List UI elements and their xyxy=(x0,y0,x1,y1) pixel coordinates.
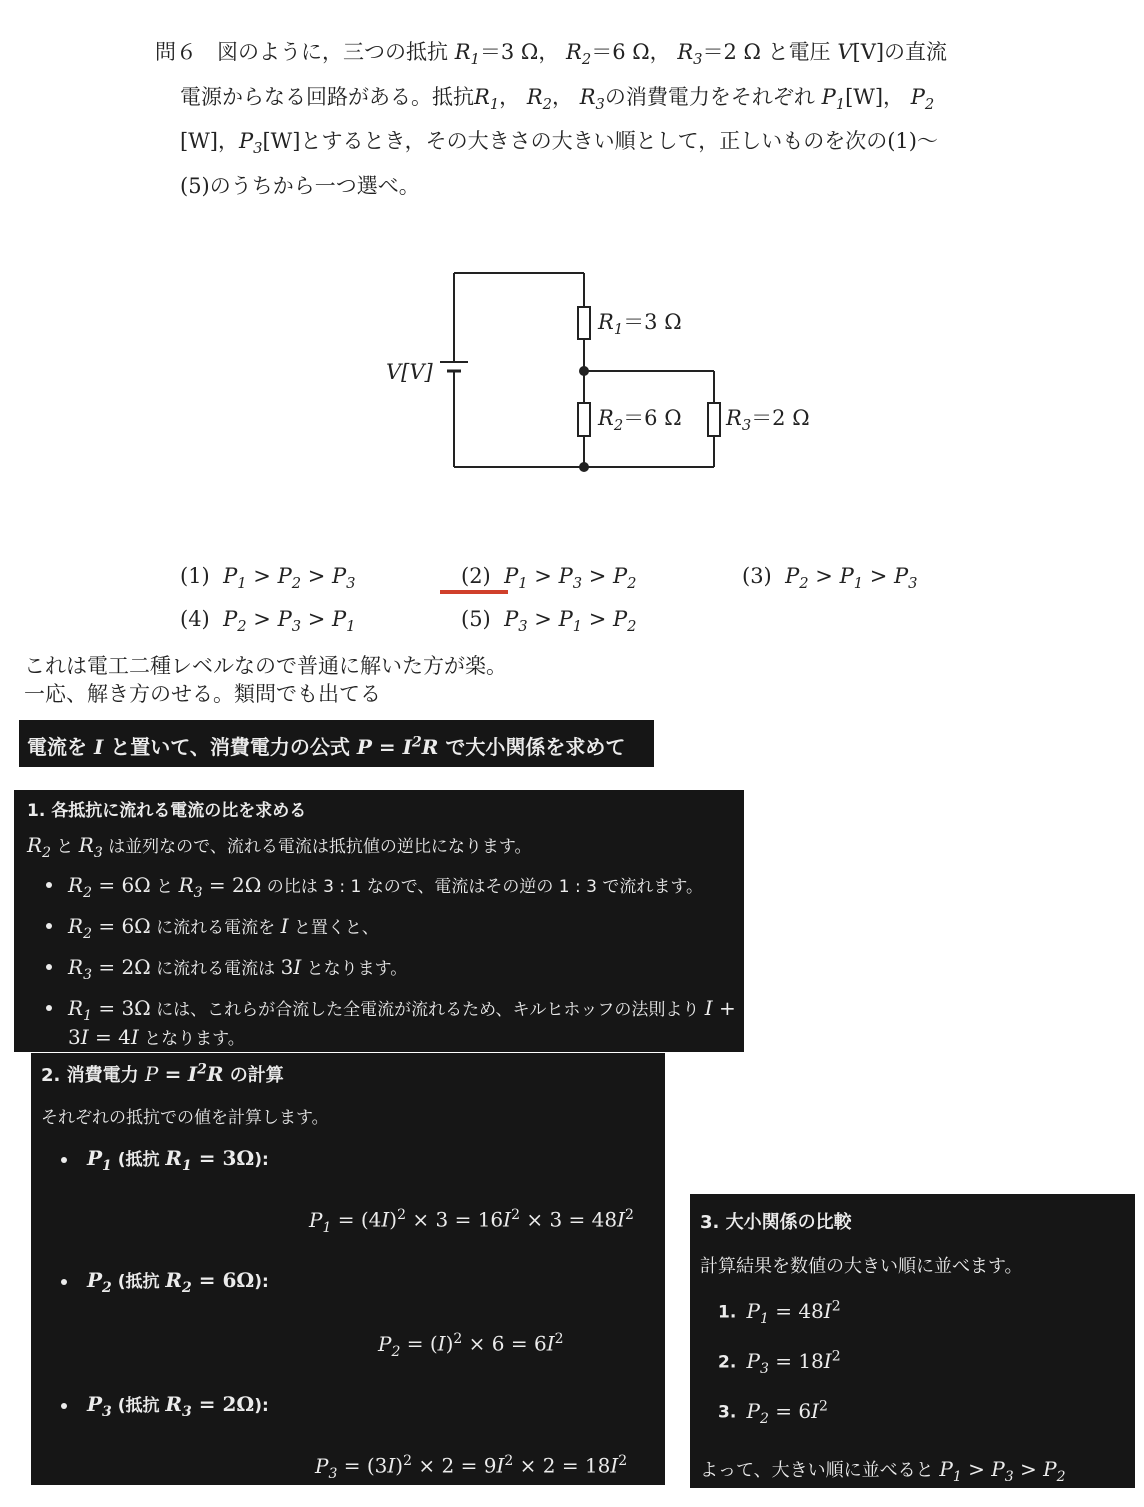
step2-p3-equation: $P_3 = (3I)^2 \times 2 = 9I^2 \times 2 = 18I^2$ xyxy=(315,1453,628,1482)
circuit-r2-label: $R_2=6$ Ω xyxy=(598,406,682,435)
step3-heading: 3. 大小関係の比較 xyxy=(700,1212,852,1233)
step2-p2-equation: $P_2 = (I)^2 \times 6 = 6I^2$ xyxy=(378,1331,564,1360)
step1-panel xyxy=(14,790,744,1052)
circuit-r1-label: $R_1=3$ Ω xyxy=(598,310,682,339)
step2-p1-equation: $P_1 = (4I)^2 \times 3 = 16I^2 \times 3 = 48I^2$ xyxy=(309,1207,634,1236)
step2-intro: それぞれの抵抗での値を計算します。 xyxy=(41,1108,329,1128)
option-4[interactable]: (4) $P_2 > P_3 > P_1$ xyxy=(180,607,356,636)
step1-bullet-2: $R_2 = 6\Omega$ に流れる電流を I と置くと、 xyxy=(68,914,379,942)
step1-heading: 1. 各抵抗に流れる電流の比を求める xyxy=(27,801,307,821)
step3-panel xyxy=(690,1194,1135,1488)
note-line-1: これは電工二種レベルなので普通に解いた方が楽。 xyxy=(24,654,507,678)
banner-panel: 電流を I と置いて、消費電力の公式 $P = I^2R$ で大小関係を求めて xyxy=(19,720,654,767)
step2-p1-label: $P_1$ (抵抗 $R_1 = 3\Omega$): xyxy=(87,1146,269,1174)
step2-p2-label: $P_2$ (抵抗 $R_2 = 6\Omega$): xyxy=(87,1268,269,1296)
resistor-r2 xyxy=(578,403,590,436)
question-number: 問６ xyxy=(155,40,197,64)
step3-item-3: 3. $P_2 = 6I^2$ xyxy=(718,1398,828,1427)
answer-underline-mark xyxy=(440,590,508,594)
step2-heading: 2. 消費電力 $P = I^2R$ の計算 xyxy=(41,1061,284,1086)
option-3[interactable]: (3) $P_2 > P_1 > P_3$ xyxy=(742,564,918,593)
step2-p3-label: $P_3$ (抵抗 $R_3 = 2\Omega$): xyxy=(87,1392,269,1420)
question-line-1: 問６ 図のように，三つの抵抗 $R_1=3$ Ω， $R_2=6$ Ω， $R_3=2$ Ω と電圧 V[V]の直流 xyxy=(155,40,948,69)
step1-bullet-4: $R_1 = 3\Omega$ には、これらが合流した全電流が流れるため、キルヒホッフの法則より I + xyxy=(68,996,736,1024)
step2-panel xyxy=(31,1053,665,1485)
step1-bullet-1: $R_2 = 6\Omega$ と $R_3 = 2\Omega$ の比は 3 : 1 なので、電流はその逆の 1 : 3 で流れます。 xyxy=(68,873,703,901)
step3-conclusion: よって、大きい順に並べると $P_1 > P_3 > P_2$ xyxy=(700,1457,1066,1485)
resistor-r1 xyxy=(578,307,590,339)
step1-bullet-3: $R_3 = 2\Omega$ に流れる電流は 3I となります。 xyxy=(68,955,408,983)
question-line-3: [W]，$P_3[W]$とするとき，その大きさの大きい順として，正しいものを次の(1)～ xyxy=(180,129,938,158)
step1-intro: $R_2$ と $R_3$ は並列なので、流れる電流は抵抗値の逆比になります。 xyxy=(27,833,532,861)
note-line-2: 一応、解き方のせる。類問でも出てる xyxy=(24,682,381,706)
circuit-r3-label: $R_3=2$ Ω xyxy=(726,406,810,435)
step3-intro: 計算結果を数値の大きい順に並べます。 xyxy=(700,1256,1023,1277)
resistor-r3 xyxy=(708,403,720,436)
option-2[interactable]: (2) $P_1 > P_3 > P_2$ xyxy=(461,564,637,593)
circuit-source-label: V[V] xyxy=(386,360,433,384)
option-1[interactable]: (1) $P_1 > P_2 > P_3$ xyxy=(180,564,356,593)
question-line-4: (5)のうちから一つ選べ。 xyxy=(180,174,420,198)
step3-item-1: 1. $P_1 = 48I^2$ xyxy=(718,1298,841,1327)
step1-bullet-4-cont: 3I = 4I となります。 xyxy=(68,1025,245,1049)
junction-node-top xyxy=(579,366,589,376)
question-line-2: 電源からなる回路がある。抵抗$R_1$， $R_2$， $R_3$の消費電力をそれぞれ $P_1[W]$， $P_2$ xyxy=(180,85,935,114)
option-5[interactable]: (5) $P_3 > P_1 > P_2$ xyxy=(461,607,637,636)
junction-node-bottom xyxy=(579,462,589,472)
step3-item-2: 2. $P_3 = 18I^2$ xyxy=(718,1348,841,1377)
